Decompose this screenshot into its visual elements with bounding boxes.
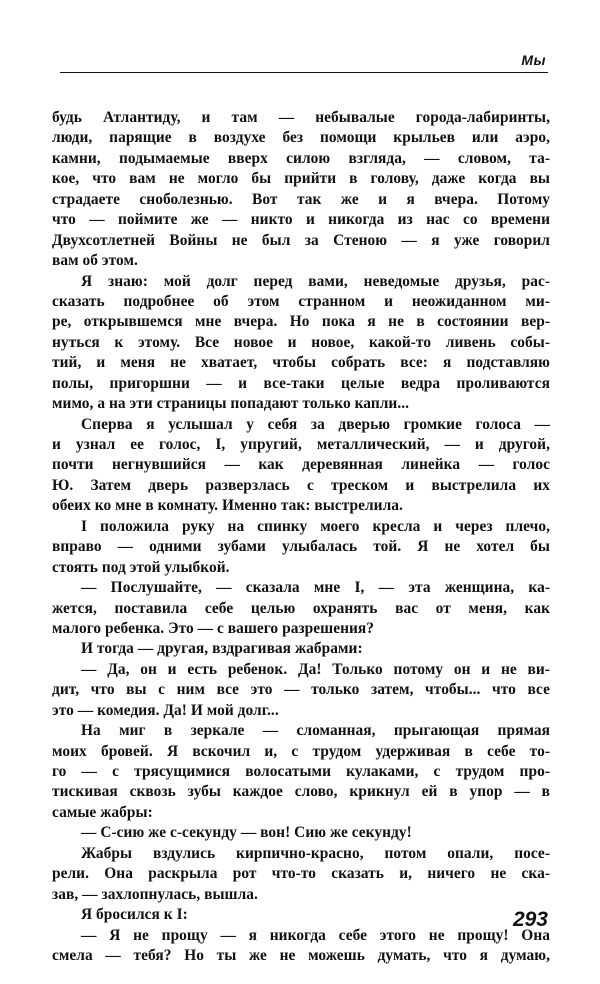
text-line: Жабры вздулись кирпично-красно, потом опали, посе- (81, 844, 550, 862)
text-line: Двухсотлетней Войны не был за Стеною — я уже говорил (52, 231, 550, 249)
text-line: жется, поставила себе целью охранять вас от меня, как (52, 599, 550, 617)
text-line: камни, подымаемые вверх силою взгляда, — словом, та- (52, 149, 550, 167)
text-line: почти негнувшийся — как деревянная линейка — голос (52, 456, 550, 474)
text-line: смела — тебя? Но ты же не можешь думать, что я думаю, (52, 946, 550, 964)
text-line: сказать подробнее об этом странном и неожиданном ми- (52, 292, 550, 310)
text-line: страдаете сноболезнью. Вот так же и я вчера. Потому (52, 190, 550, 208)
text-line: моих бровей. Я вскочил и, с трудом удерживая в себе то- (52, 742, 550, 760)
text-line: Я знаю: мой долг перед вами, неведомые друзья, рас- (81, 272, 550, 290)
text-line: нуться к этому. Все новое и новое, какой-то ливень собы- (52, 333, 550, 351)
body-text (52, 108, 550, 966)
text-line: На миг в зеркале — сломанная, прыгающая прямая (81, 722, 550, 740)
text-line: люди, парящие в воздухе без помощи крыльев или аэро, (52, 129, 550, 147)
text-line: вам об этом. (52, 252, 138, 270)
running-head (60, 50, 548, 74)
text-line: И тогда — другая, вздрагивая жабрами: (81, 640, 363, 658)
text-line: тискивая сквозь зубы каждое слово, крикнул ей в упор — в (52, 783, 550, 801)
text-line: ре, открывшемся мне вчера. Но пока я не в состоянии вер- (52, 313, 550, 331)
text-line: что — поймите же — никто и никогда из нас со времени (52, 211, 550, 229)
text-line: стоять под этой улыбкой. (52, 558, 230, 576)
text-line: обеих ко мне в комнату. Именно так: выстрелила. (52, 497, 403, 515)
text-line: дит, что вы с ним все это — только затем, чтобы... что все (52, 681, 550, 699)
text-line: го — с трясущимися волосатыми кулаками, с трудом про- (52, 763, 550, 780)
text-line: вправо — одними зубами улыбалась той. Я не хотел бы (52, 538, 550, 556)
text-line: I положила руку на спинку моего кресла и через плечо, (81, 517, 550, 535)
text-line: Сперва я услышал у себя за дверью громкие голоса — (81, 415, 550, 433)
running-title: Мы (521, 52, 546, 68)
text-line: — Послушайте, — сказала мне I, — эта женщина, ка- (81, 579, 550, 597)
header-rule (60, 72, 548, 73)
text-line: Ю. Затем дверь разверзлась с треском и выстрелила их (52, 476, 550, 494)
text-line: зав, — захлопнулась, вышла. (52, 885, 258, 903)
text-line: рели. Она раскрыла рот что-то сказать и, ничего не ска- (52, 865, 550, 883)
text-line: тий, и меня не хватает, чтобы собрать все: я подставляю (52, 354, 550, 372)
text-line: Я бросился к I: (81, 906, 188, 924)
text-line: — Да, он и есть ребенок. Да! Только потому он и не ви- (81, 660, 550, 678)
text-line: и узнал ее голос, I, упругий, металлический, — и другой, (52, 436, 550, 453)
text-line: малого ребенка. Это — с вашего разрешения? (52, 619, 375, 637)
text-line: — С-сию же с-секунду — вон! Сию же секунду! (81, 824, 412, 842)
text-line: полы, пригоршни — и все-таки целые ведра проливаются (52, 374, 550, 392)
page-number: 293 (512, 908, 548, 931)
text-line: кое, что вам не могло бы прийти в голову, даже когда вы (52, 170, 550, 188)
text-line: мимо, а на эти страницы попадают только капли... (52, 395, 410, 413)
text-line: будь Атлантиду, и там — небывалые города-лабиринты, (52, 109, 550, 126)
text-line: самые жабры: (52, 803, 153, 821)
text-line: это — комедия. Да! И мой долг... (52, 701, 279, 719)
text-line: — Я не прощу — я никогда себе этого не прощу! Она (81, 926, 550, 944)
